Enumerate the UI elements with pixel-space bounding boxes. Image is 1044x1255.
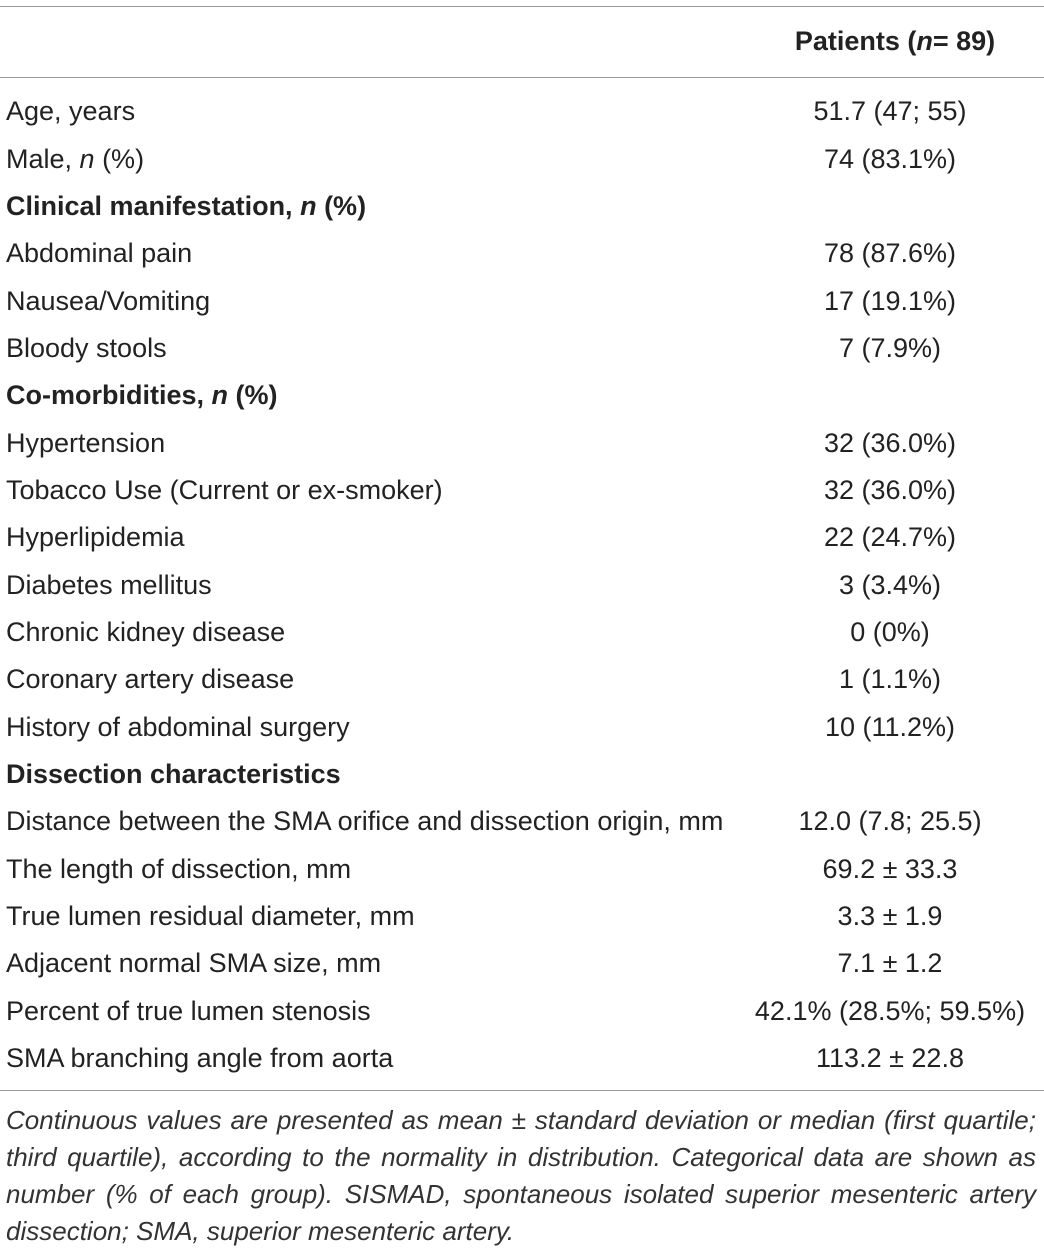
row-label-text: The length of dissection, mm: [6, 853, 352, 884]
table-row: [0, 277, 1044, 324]
section-header-row: [0, 751, 1044, 798]
row-value: 17 (19.1%): [823, 285, 957, 316]
row-label: [6, 561, 212, 608]
row-value: 69.2 ± 33.3: [822, 853, 958, 884]
row-label-text: Male,: [6, 143, 80, 174]
table-body: [0, 88, 1044, 1082]
row-label: [6, 798, 723, 845]
table-row: [0, 609, 1044, 656]
table-row: [0, 656, 1044, 703]
row-label: [6, 230, 192, 277]
row-label-text: Adjacent normal SMA size, mm: [6, 948, 382, 979]
row-label: [6, 1035, 393, 1082]
row-label: [6, 988, 371, 1035]
row-label: [6, 277, 210, 324]
table-header-row: [0, 6, 1044, 77]
row-label-text: Abdominal pain: [6, 238, 193, 269]
row-label-text: Hyperlipidemia: [6, 522, 185, 553]
row-label-italic: n: [79, 143, 95, 174]
row-value: 51.7 (47; 55): [813, 96, 967, 127]
row-value: 3 (3.4%): [838, 569, 942, 600]
row-value: 12.0 (7.8; 25.5): [798, 806, 982, 837]
row-label-text: Tobacco Use (Current or ex-smoker): [6, 474, 443, 505]
row-value: 22 (24.7%): [823, 522, 957, 553]
row-label-text: Age, years: [6, 96, 136, 127]
row-label: [6, 514, 185, 561]
row-label-text: Coronary artery disease: [6, 664, 295, 695]
row-label-text: Nausea/Vomiting: [6, 285, 211, 316]
row-label-text: Co-morbidities,: [6, 380, 212, 411]
row-value: 74 (83.1%): [823, 143, 957, 174]
header-patients-suffix: = 89): [932, 26, 996, 56]
row-label-text: Hypertension: [6, 427, 166, 458]
row-label: [6, 893, 415, 940]
row-value: 10 (11.2%): [824, 711, 956, 742]
row-label: [6, 419, 165, 466]
table-header-rule: [0, 77, 1044, 78]
table-row: [0, 561, 1044, 608]
row-label-italic: n: [300, 190, 317, 221]
header-patients: [745, 6, 1044, 77]
table-row: [0, 703, 1044, 750]
row-label-italic: n: [211, 380, 229, 411]
table-bottom-rule: [0, 1090, 1044, 1091]
table-row: [0, 325, 1044, 372]
row-value: 3.3 ± 1.9: [837, 901, 943, 932]
row-value: 113.2 ± 22.8: [816, 1043, 964, 1074]
table-row: [0, 988, 1044, 1035]
table-row: [0, 419, 1044, 466]
row-label-text: Chronic kidney disease: [6, 616, 286, 647]
row-label-text: Percent of true lumen stenosis: [6, 995, 371, 1026]
section-label: [6, 372, 278, 419]
row-label: [6, 846, 351, 893]
row-label-suffix: (%): [316, 190, 367, 221]
row-label: [6, 609, 285, 656]
table-row: [0, 940, 1044, 987]
row-label-suffix: (%): [228, 380, 278, 411]
header-patients-prefix: Patients (: [794, 26, 917, 56]
row-label: [6, 467, 443, 514]
row-value: 32 (36.0%): [823, 474, 957, 505]
section-label: [6, 751, 341, 798]
header-patients-n: n: [916, 26, 933, 56]
row-label-suffix: (%): [94, 143, 145, 174]
section-header-row: [0, 372, 1044, 419]
table-row: [0, 467, 1044, 514]
table-row: [0, 1035, 1044, 1082]
row-label-text: Dissection characteristics: [6, 758, 341, 789]
row-value: 7 (7.9%): [838, 332, 942, 363]
row-label-text: Clinical manifestation,: [6, 190, 301, 221]
row-value: 42.1% (28.5%; 59.5%): [754, 995, 1026, 1026]
table-row: [0, 230, 1044, 277]
section-header-row: [0, 183, 1044, 230]
row-label-text: Distance between the SMA orifice and dissection origin, mm: [6, 806, 724, 837]
row-label-text: History of abdominal surgery: [6, 711, 350, 742]
table-row: [0, 846, 1044, 893]
row-label: [6, 703, 350, 750]
row-label-text: Bloody stools: [6, 332, 167, 363]
row-label: [6, 135, 144, 182]
table-row: [0, 88, 1044, 135]
table-row: [0, 893, 1044, 940]
row-label: [6, 88, 135, 135]
section-label: [6, 183, 366, 230]
row-value: 7.1 ± 1.2: [837, 948, 943, 979]
row-label: [6, 656, 294, 703]
row-label-text: SMA branching angle from aorta: [6, 1043, 394, 1074]
row-value: 78 (87.6%): [823, 238, 957, 269]
row-label-text: True lumen residual diameter, mm: [6, 901, 415, 932]
table-footnote: Continuous values are presented as mean ± standard deviation or median (first quartile; third quartile), according to the normality in distribution. Categorical data are shown as number (% of each group). SISMAD, spontaneous isolated superior mesenteric artery dissection; SMA, superior mesenteric artery.: [6, 1105, 1036, 1246]
row-label-text: Diabetes mellitus: [6, 569, 212, 600]
row-label: [6, 325, 167, 372]
table-row: [0, 798, 1044, 845]
row-value: 1 (1.1%): [838, 664, 942, 695]
table-row: [0, 135, 1044, 182]
table-row: [0, 514, 1044, 561]
row-value: 32 (36.0%): [823, 427, 957, 458]
row-label: [6, 940, 381, 987]
row-value: 0 (0%): [850, 616, 930, 647]
